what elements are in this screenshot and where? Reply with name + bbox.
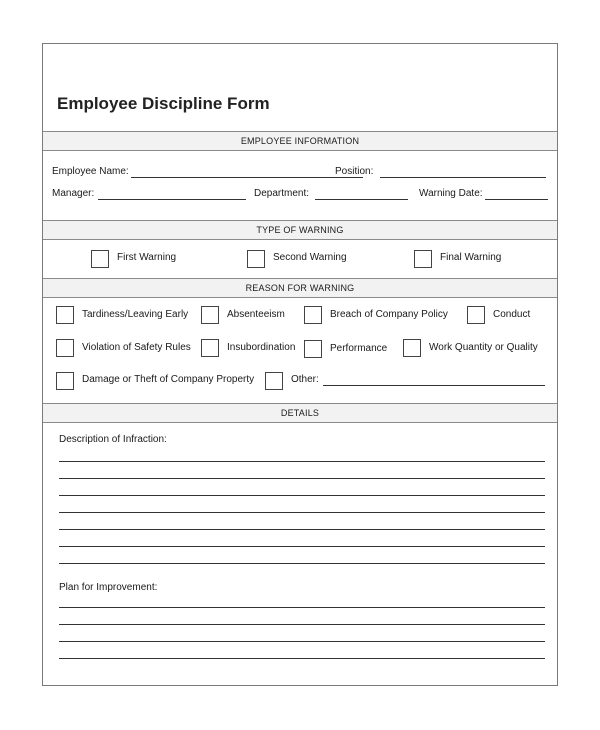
form-page: [42, 43, 558, 686]
section-header-details: DETAILS: [43, 403, 557, 423]
description-line-6[interactable]: [59, 546, 545, 547]
section-header-type-of-warning: TYPE OF WARNING: [43, 220, 557, 240]
first-warning-label: First Warning: [117, 252, 177, 263]
performance-label: Performance: [330, 343, 388, 354]
description-line-2[interactable]: [59, 478, 545, 479]
employee-name-field[interactable]: [131, 177, 363, 178]
plan-line-2[interactable]: [59, 624, 545, 625]
second-warning-checkbox[interactable]: [247, 250, 265, 268]
position-field[interactable]: [380, 177, 546, 178]
section-header-reason-for-warning: REASON FOR WARNING: [43, 278, 557, 298]
form-title: Employee Discipline Form: [57, 94, 270, 113]
insubordination-checkbox[interactable]: [201, 339, 219, 357]
absenteeism-label: Absenteeism: [227, 309, 285, 320]
second-warning-label: Second Warning: [273, 252, 347, 263]
description-line-4[interactable]: [59, 512, 545, 513]
absenteeism-checkbox[interactable]: [201, 306, 219, 324]
safety-label: Violation of Safety Rules: [82, 342, 191, 353]
performance-checkbox[interactable]: [304, 340, 322, 358]
plan-line-1[interactable]: [59, 607, 545, 608]
warning-date-label: Warning Date:: [419, 188, 483, 199]
description-line-3[interactable]: [59, 495, 545, 496]
section-header-employee-information: EMPLOYEE INFORMATION: [43, 131, 557, 151]
warning-date-field[interactable]: [485, 199, 548, 200]
conduct-label: Conduct: [493, 309, 531, 320]
conduct-checkbox[interactable]: [467, 306, 485, 324]
description-label: Description of Infraction:: [59, 434, 167, 445]
department-label: Department:: [254, 188, 310, 199]
description-line-1[interactable]: [59, 461, 545, 462]
damage-label: Damage or Theft of Company Property: [82, 374, 255, 385]
manager-field[interactable]: [98, 199, 246, 200]
work-quantity-checkbox[interactable]: [403, 339, 421, 357]
other-checkbox[interactable]: [265, 372, 283, 390]
description-line-5[interactable]: [59, 529, 545, 530]
plan-line-4[interactable]: [59, 658, 545, 659]
tardiness-checkbox[interactable]: [56, 306, 74, 324]
final-warning-checkbox[interactable]: [414, 250, 432, 268]
safety-checkbox[interactable]: [56, 339, 74, 357]
insubordination-label: Insubordination: [227, 342, 296, 353]
other-label: Other:: [291, 374, 319, 385]
first-warning-checkbox[interactable]: [91, 250, 109, 268]
plan-label: Plan for Improvement:: [59, 582, 158, 593]
work-quantity-label: Work Quantity or Quality: [429, 342, 538, 353]
final-warning-label: Final Warning: [440, 252, 502, 263]
damage-checkbox[interactable]: [56, 372, 74, 390]
breach-label: Breach of Company Policy: [330, 309, 448, 320]
description-line-7[interactable]: [59, 563, 545, 564]
breach-checkbox[interactable]: [304, 306, 322, 324]
manager-label: Manager:: [52, 188, 95, 199]
tardiness-label: Tardiness/Leaving Early: [82, 309, 189, 320]
plan-line-3[interactable]: [59, 641, 545, 642]
position-label: Position:: [335, 166, 374, 177]
department-field[interactable]: [315, 199, 408, 200]
employee-name-label: Employee Name:: [52, 166, 129, 177]
other-field[interactable]: [323, 385, 545, 386]
